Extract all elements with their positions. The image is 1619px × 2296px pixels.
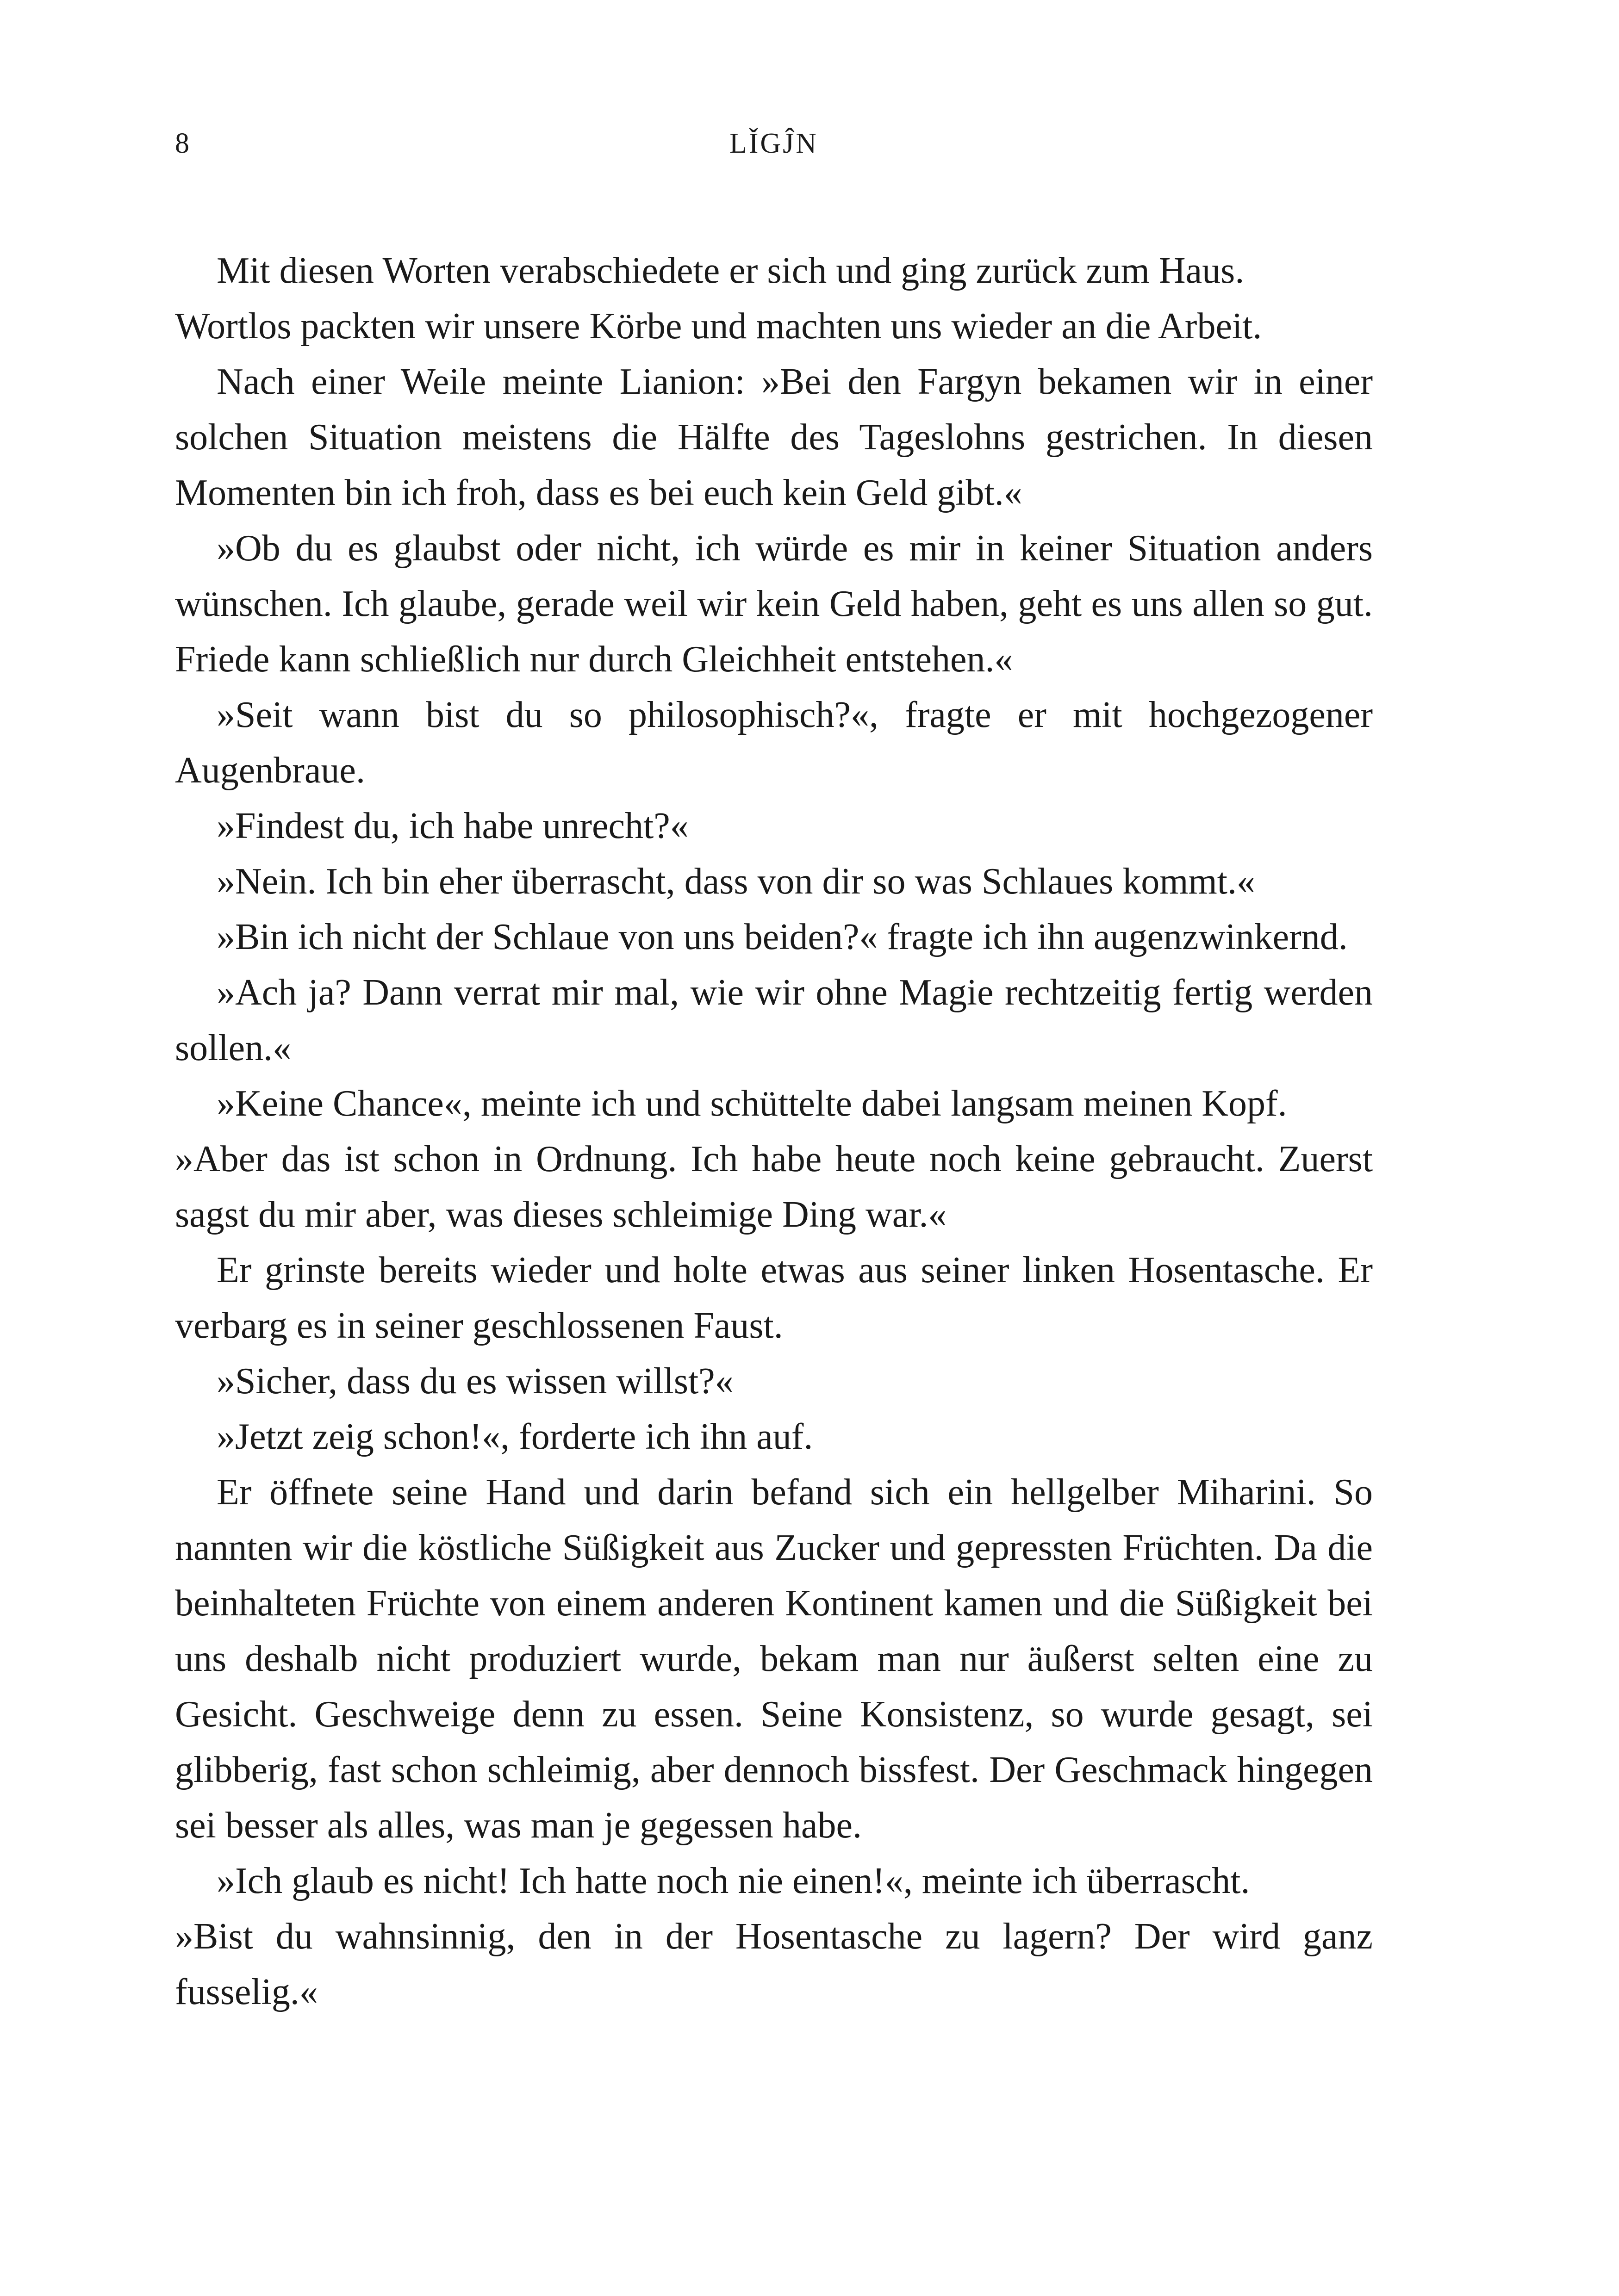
paragraph: Er grinste bereits wieder und holte etwas aus seiner linken Hosentasche. Er verbarg es in seiner geschlossenen Faust. [175,1250,1373,1346]
page-header [175,123,1373,164]
paragraph: »Findest du, ich habe unrecht?« [217,806,689,846]
paragraph: »Jetzt zeig schon!«, forderte ich ihn auf. [217,1416,813,1457]
paragraph: Wortlos packten wir unsere Körbe und machten uns wieder an die Arbeit. [175,306,1262,347]
paragraph: Nach einer Weile meinte Lianion: »Bei den Fargyn bekamen wir in einer solchen Situation meistens die Hälfte des Tageslohns gestrichen. In diesen Momenten bin ich froh, dass es bei euch kein Geld gibt.« [175,361,1373,513]
body-text [175,243,1373,2020]
paragraph: »Bist du wahnsinnig, den in der Hosentasche zu lagern? Der wird ganz fusselig.« [175,1916,1373,2012]
paragraph: »Ach ja? Dann verrat mir mal, wie wir ohne Magie rechtzeitig fertig werden sollen.« [175,972,1373,1068]
paragraph: »Bin ich nicht der Schlaue von uns beiden?« fragte ich ihn augenzwinkernd. [217,917,1348,957]
page-number: 8 [175,128,189,159]
paragraph: »Sicher, dass du es wissen willst?« [217,1361,734,1402]
running-title: LǏGĴN [729,128,819,159]
paragraph: Er öffnete seine Hand und darin befand sich ein hellgelber Miharini. So nannten wir die köstliche Süßigkeit aus Zucker und gepressten Früchten. Da die beinhalteten Früchte von einem anderen Kontinent kamen und die Süßigkeit bei uns deshalb nicht produziert wurde, bekam man nur äußerst selten eine zu Gesicht. Geschweige denn zu essen. Seine Konsistenz, so wurde gesagt, sei glibberig, fast schon schleimig, aber dennoch bissfest. Der Geschmack hingegen sei besser als alles, was man je gegessen habe. [175,1472,1373,1846]
paragraph: Mit diesen Worten verabschiedete er sich und ging zurück zum Haus. [217,250,1245,291]
paragraph: »Aber das ist schon in Ordnung. Ich habe heute noch keine gebraucht. Zuerst sagst du mir aber, was dieses schleimige Ding war.« [175,1139,1373,1235]
paragraph: »Ob du es glaubst oder nicht, ich würde es mir in keiner Situation anders wünschen. Ich glaube, gerade weil wir kein Geld haben, geht es uns allen so gut. Friede kann schließlich nur durch Gleichheit entstehen.« [175,528,1373,680]
paragraph: »Keine Chance«, meinte ich und schüttelte dabei langsam meinen Kopf. [217,1083,1287,1124]
paragraph: »Seit wann bist du so philosophisch?«, fragte er mit hochgezogener Augenbraue. [175,695,1373,791]
paragraph: »Ich glaub es nicht! Ich hatte noch nie einen!«, meinte ich überrascht. [217,1861,1250,1901]
paragraph: »Nein. Ich bin eher überrascht, dass von dir so was Schlaues kommt.« [217,861,1255,902]
